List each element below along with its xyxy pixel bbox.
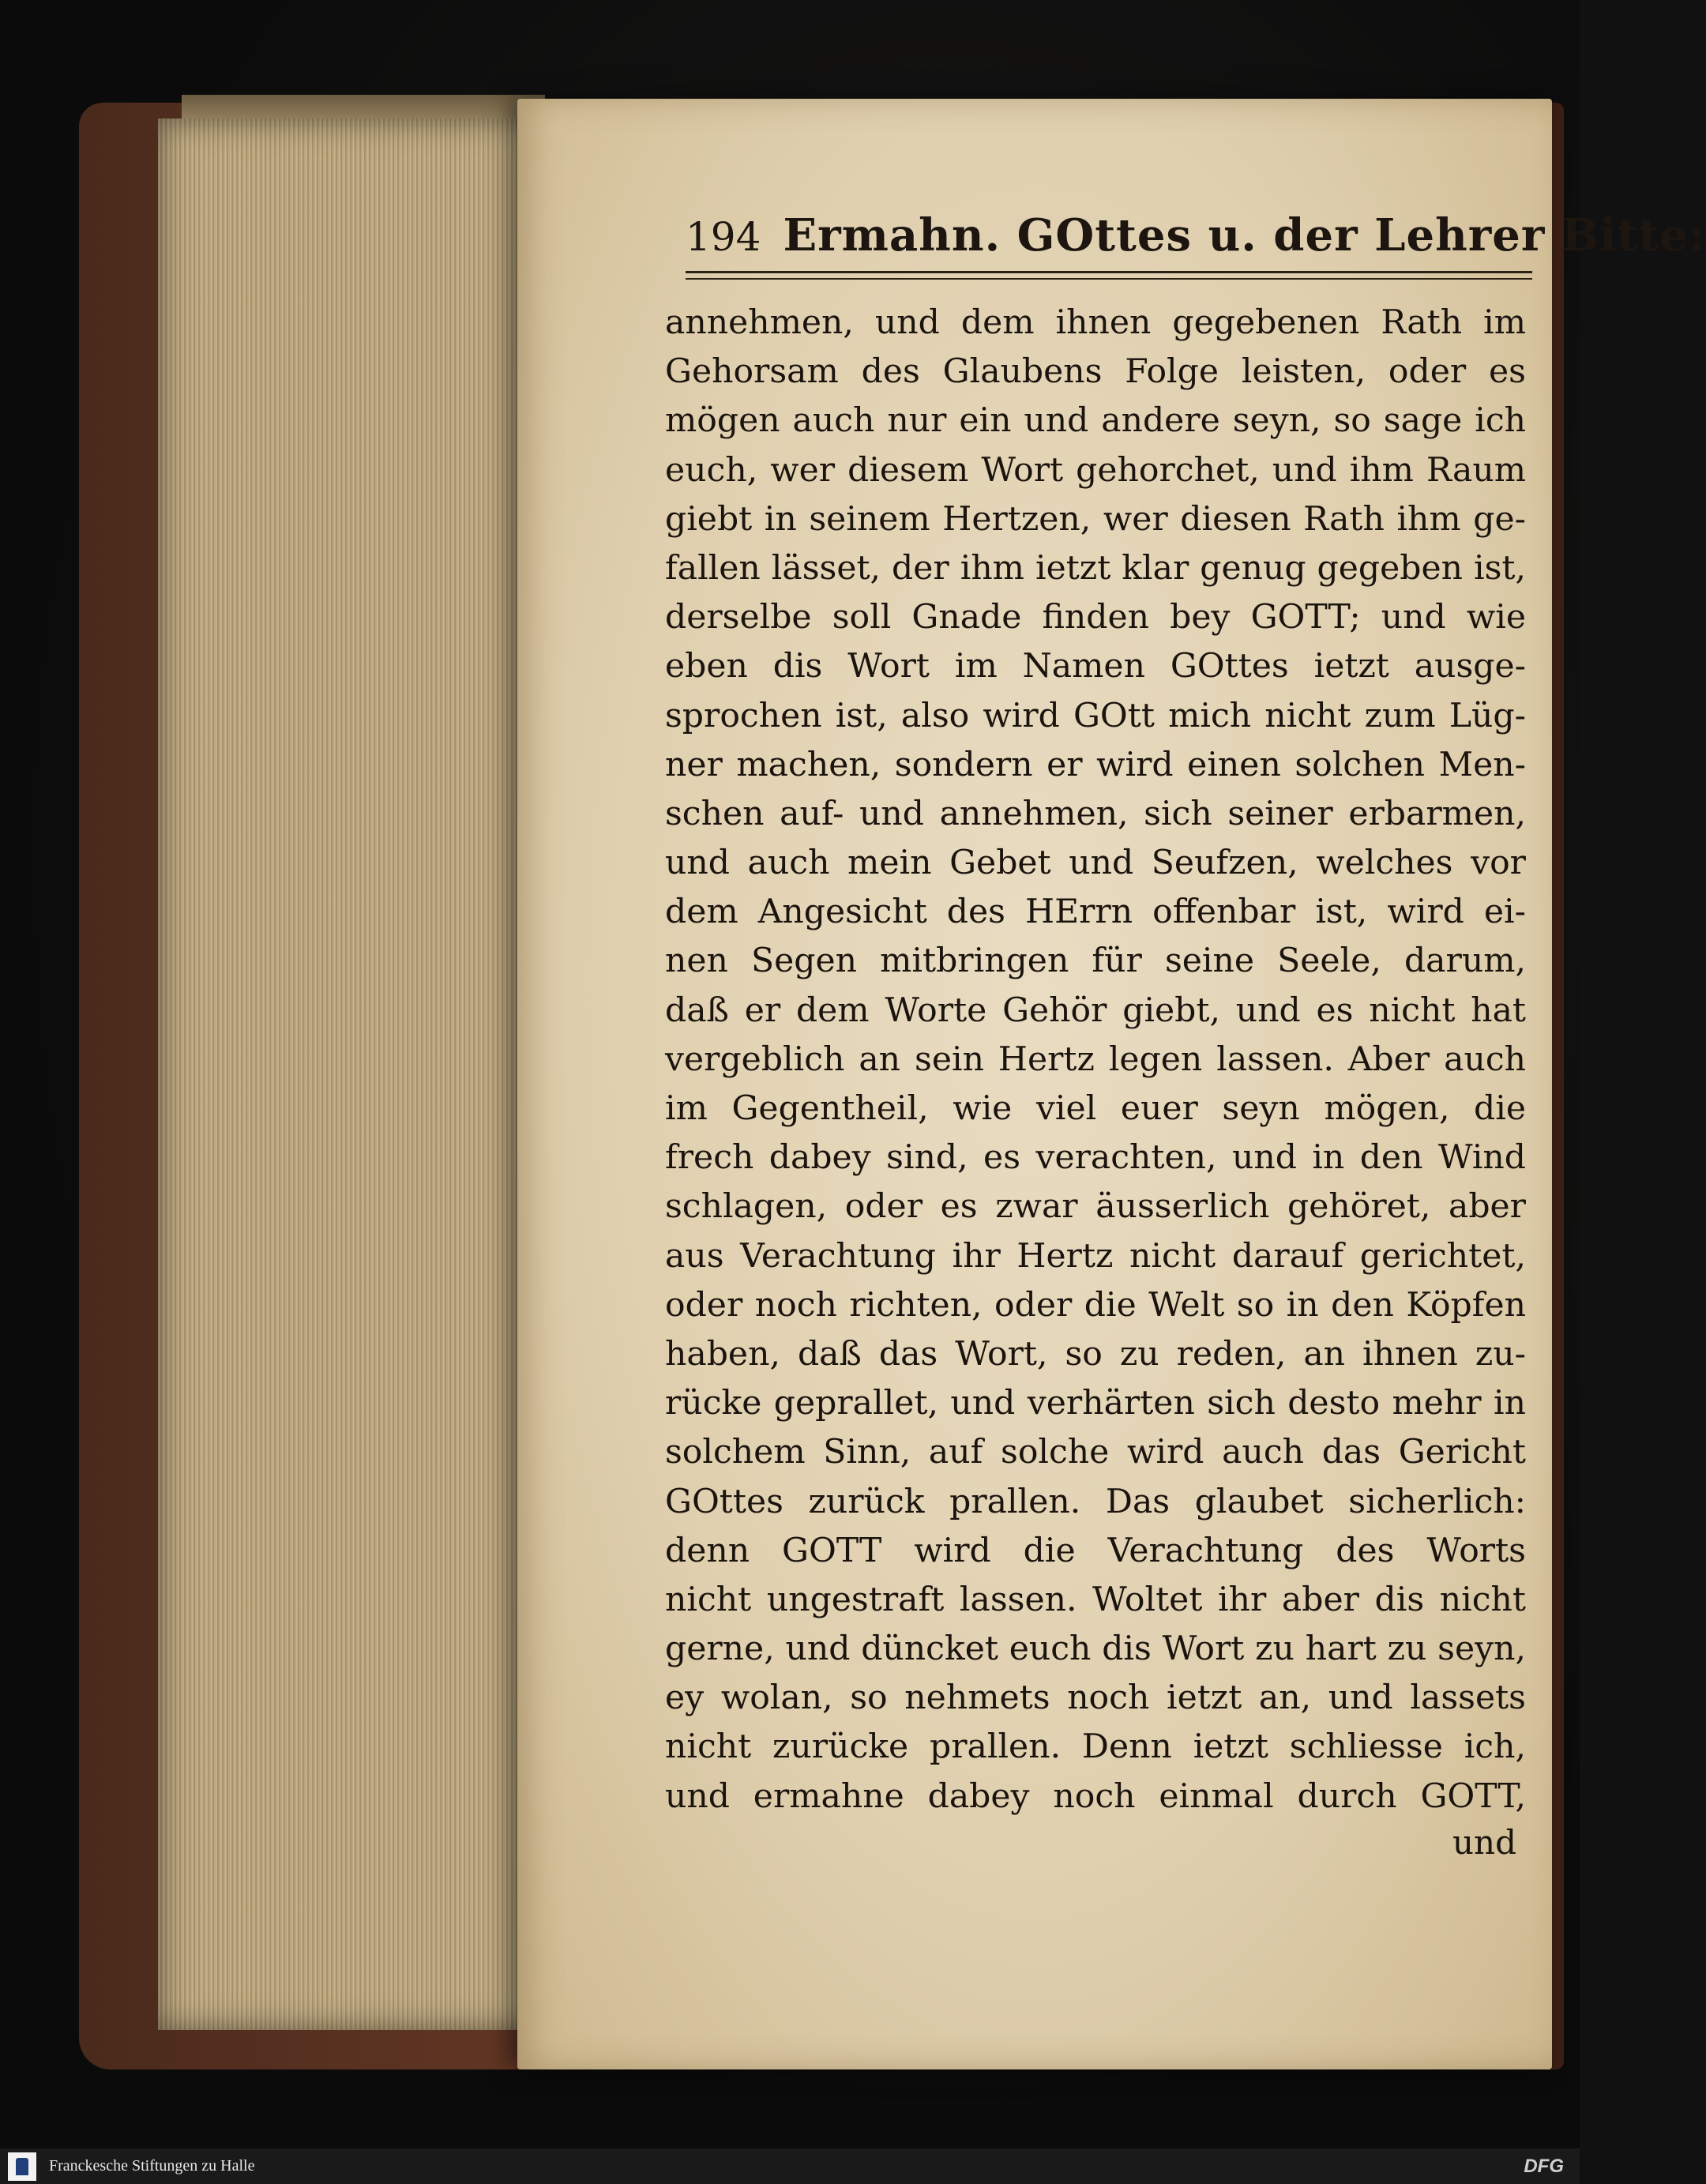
text-line: rücke geprallet, und verhärten sich desto mehr in bbox=[665, 1384, 1526, 1423]
text-line: daß er dem Worte Gehör giebt, und es nicht hat bbox=[665, 991, 1526, 1030]
text-line: denn GOTT wird die Verachtung des Worts bbox=[665, 1531, 1526, 1570]
text-line: mögen auch nur ein und andere seyn, so sage ich bbox=[665, 401, 1526, 441]
text-line: giebt in seinem Hertzen, wer diesen Rath ihm ge- bbox=[665, 499, 1526, 539]
page-body-text bbox=[665, 299, 1526, 1821]
logo-mark-shape bbox=[16, 2158, 28, 2175]
text-line: schen auf- und annehmen, sich seiner erbarmen, bbox=[665, 794, 1526, 833]
text-line: und auch mein Gebet und Seufzen, welches vor bbox=[665, 844, 1526, 883]
text-line: derselbe soll Gnade finden bey GOTT; und wie bbox=[665, 598, 1526, 637]
institution-name[interactable]: Franckesche Stiftungen zu Halle bbox=[49, 2157, 255, 2175]
text-line: oder noch richten, oder die Welt so in den Köpfen bbox=[665, 1285, 1526, 1325]
viewer-footer bbox=[0, 2148, 1580, 2184]
text-line: annehmen, und dem ihnen gegebenen Rath im bbox=[665, 303, 1526, 342]
catchword: und bbox=[1452, 1823, 1516, 1862]
text-line: GOttes zurück prallen. Das glaubet sicherlich: bbox=[665, 1482, 1526, 1521]
page-number: 194 bbox=[686, 214, 761, 260]
text-line: haben, daß das Wort, so zu reden, an ihnen zu- bbox=[665, 1334, 1526, 1374]
dfg-logo[interactable]: DFG bbox=[1524, 2155, 1564, 2177]
page-header bbox=[686, 209, 1706, 265]
text-line: sprochen ist, also wird GOtt mich nicht zum Lüg- bbox=[665, 696, 1526, 735]
text-line: euch, wer diesem Wort gehorchet, und ihm Raum bbox=[665, 450, 1526, 490]
text-line: aus Verachtung ihr Hertz nicht darauf gerichtet, bbox=[665, 1236, 1526, 1276]
text-line: im Gegentheil, wie viel euer seyn mögen, die bbox=[665, 1089, 1526, 1128]
text-line: ey wolan, so nehmets noch ietzt an, und lassets bbox=[665, 1678, 1526, 1718]
text-line: fallen lässet, der ihm ietzt klar genug gegeben ist, bbox=[665, 548, 1526, 588]
text-line: eben dis Wort im Namen GOttes ietzt ausge- bbox=[665, 647, 1526, 686]
running-head: Ermahn. GOttes u. der Lehrer Bitte: bbox=[783, 209, 1706, 261]
text-line: frech dabey sind, es verachten, und in den Wind bbox=[665, 1138, 1526, 1178]
text-line: ner machen, sondern er wird einen solchen Men- bbox=[665, 745, 1526, 784]
text-line: solchem Sinn, auf solche wird auch das Gericht bbox=[665, 1433, 1526, 1472]
book-fore-edge bbox=[158, 118, 545, 2030]
text-line: gerne, und düncket euch dis Wort zu hart zu seyn, bbox=[665, 1630, 1526, 1669]
header-rule bbox=[686, 271, 1532, 280]
franckesche-stiftungen-logo-icon[interactable] bbox=[8, 2152, 36, 2181]
text-line: vergeblich an sein Hertz legen lassen. Aber auch bbox=[665, 1039, 1526, 1079]
text-line: dem Angesicht des HErrn offenbar ist, wird ei- bbox=[665, 893, 1526, 932]
text-line: schlagen, oder es zwar äusserlich gehöret, aber bbox=[665, 1187, 1526, 1227]
text-line: und ermahne dabey noch einmal durch GOTT, bbox=[665, 1776, 1526, 1816]
text-line: nicht zurücke prallen. Denn ietzt schliesse ich, bbox=[665, 1727, 1526, 1767]
text-line: Gehorsam des Glaubens Folge leisten, oder es bbox=[665, 352, 1526, 392]
text-line: nen Segen mitbringen für seine Seele, darum, bbox=[665, 942, 1526, 981]
text-line: nicht ungestraft lassen. Woltet ihr aber dis nicht bbox=[665, 1580, 1526, 1619]
